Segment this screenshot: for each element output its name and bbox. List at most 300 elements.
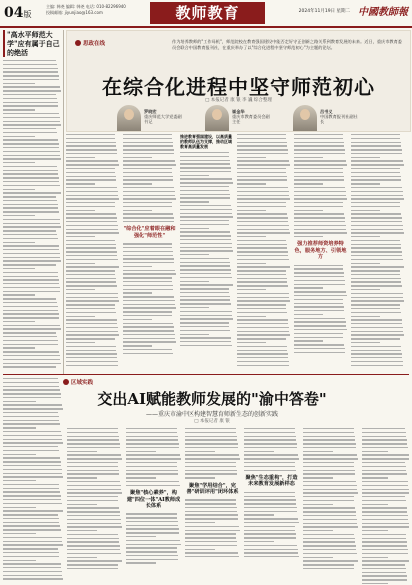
- text-line: [126, 540, 180, 541]
- text-line: [3, 136, 35, 137]
- feature-tag: 思政在线: [75, 39, 105, 47]
- text-line: [180, 262, 230, 263]
- text-line: [180, 220, 229, 221]
- text-line: [351, 323, 402, 324]
- text-line: [237, 213, 287, 214]
- text-line: [185, 432, 236, 433]
- text-line: [66, 134, 115, 135]
- text-line: [244, 556, 299, 557]
- text-line: [351, 255, 402, 256]
- page-number: 04版: [4, 5, 32, 21]
- text-line: [294, 276, 344, 277]
- text-line: [303, 534, 354, 535]
- text-line: [3, 260, 61, 261]
- text-line: [185, 458, 240, 459]
- text-line: [66, 331, 118, 332]
- text-line: [123, 296, 174, 297]
- text-line: [362, 523, 409, 524]
- text-line: [244, 552, 298, 553]
- text-line: [294, 303, 343, 304]
- text-line: [244, 436, 296, 437]
- text-line: [3, 571, 62, 572]
- text-line: [237, 247, 287, 248]
- text-line: [362, 519, 408, 520]
- text-line: [294, 225, 346, 226]
- text-line: [294, 183, 323, 184]
- text-line: [66, 263, 95, 264]
- text-line: [303, 447, 356, 448]
- text-line: [244, 533, 296, 534]
- text-line: [66, 278, 116, 279]
- text-line: [237, 289, 266, 290]
- text-line: [126, 428, 177, 429]
- text-line: [67, 458, 122, 459]
- text-line: [237, 361, 289, 362]
- text-line: [123, 187, 174, 188]
- text-line: [123, 160, 175, 161]
- text-line: [180, 311, 232, 312]
- article-subhead: 强力推荐师资培养特色，服务地方、引领地方: [294, 241, 347, 261]
- text-line: [3, 469, 62, 470]
- text-line: [180, 167, 231, 168]
- text-line: [66, 138, 115, 139]
- text-line: [67, 534, 118, 535]
- text-line: [3, 121, 60, 122]
- text-line: [67, 489, 121, 490]
- text-line: [3, 420, 59, 421]
- text-line: [362, 564, 405, 565]
- text-line: [123, 277, 172, 278]
- text-line: [126, 439, 178, 440]
- text-line: [185, 518, 238, 519]
- text-line: [3, 294, 35, 295]
- text-line: [185, 439, 237, 440]
- text-line: [3, 249, 59, 250]
- text-line: [294, 142, 344, 143]
- text-line: [362, 526, 409, 527]
- text-line: [123, 164, 176, 165]
- person-name: 吕书义: [320, 109, 333, 114]
- text-line: [351, 274, 400, 275]
- text-line: [237, 157, 266, 158]
- text-line: [3, 181, 59, 182]
- text-line: [237, 176, 287, 177]
- text-line: [180, 228, 209, 229]
- text-line: [244, 537, 296, 538]
- text-line: [67, 454, 121, 455]
- person-caption: [232, 109, 272, 124]
- text-line: [185, 552, 238, 553]
- text-line: [351, 225, 403, 226]
- text-line: [3, 211, 59, 212]
- text-line: [294, 195, 346, 196]
- text-line: [67, 523, 121, 524]
- text-line: [126, 485, 180, 486]
- text-line: [244, 499, 296, 500]
- text-line: [3, 510, 63, 511]
- text-line: [362, 447, 408, 448]
- text-line: [180, 197, 230, 198]
- text-line: [67, 439, 119, 440]
- text-line: [244, 470, 296, 471]
- text-line: [3, 177, 59, 178]
- text-line: [180, 326, 229, 327]
- text-line: [3, 317, 59, 318]
- text-line: [67, 481, 120, 482]
- text-line: [3, 257, 60, 258]
- text-line: [303, 462, 354, 463]
- text-line: [180, 247, 232, 248]
- text-line: [294, 333, 343, 334]
- text-line: [237, 353, 288, 354]
- text-line: [351, 142, 401, 143]
- text-line: [180, 175, 209, 176]
- text-line: [237, 210, 266, 211]
- text-line: [3, 457, 60, 458]
- text-line: [3, 105, 58, 106]
- text-line: [362, 473, 407, 474]
- text-line: [351, 361, 403, 362]
- text-line: [123, 323, 173, 324]
- text-line: [180, 250, 233, 251]
- text-line: [3, 226, 61, 227]
- text-line: [3, 245, 59, 246]
- bottom-subhead: 聚焦"核心素养"，构建"四位一体"AI教师成长体系: [126, 490, 181, 509]
- portrait-photo: [117, 105, 141, 131]
- text-line: [66, 172, 115, 173]
- text-line: [294, 321, 346, 322]
- text-line: [66, 285, 117, 286]
- text-line: [294, 198, 347, 199]
- text-line: [351, 179, 401, 180]
- text-line: [237, 259, 289, 260]
- text-line: [3, 60, 56, 61]
- text-line: [3, 556, 59, 557]
- text-line: [185, 514, 238, 515]
- text-line: [351, 168, 400, 169]
- text-line: [126, 562, 156, 563]
- column-text: [294, 265, 347, 353]
- text-line: [66, 361, 118, 362]
- text-line: [3, 344, 58, 345]
- text-line: [3, 397, 61, 398]
- text-line: [180, 258, 229, 259]
- meta-line: 主编: 韩尧 编辑: 韩尧 电话: 010-82296940: [46, 4, 126, 9]
- text-line: [126, 462, 177, 463]
- text-line: [237, 304, 286, 305]
- text-line: [67, 477, 97, 478]
- text-line: [294, 149, 345, 150]
- text-line: [123, 315, 172, 316]
- text-line: [3, 332, 56, 333]
- text-line: [351, 191, 403, 192]
- text-line: [66, 160, 118, 161]
- text-line: [362, 549, 408, 550]
- text-line: [3, 132, 57, 133]
- text-line: [244, 432, 295, 433]
- text-line: [185, 511, 237, 512]
- text-line: [351, 350, 401, 351]
- text-line: [237, 240, 286, 241]
- text-line: [3, 416, 59, 417]
- text-line: [180, 239, 231, 240]
- text-line: [3, 537, 62, 538]
- text-line: [3, 480, 36, 481]
- text-line: [351, 176, 401, 177]
- text-line: [67, 526, 122, 527]
- text-line: [67, 564, 118, 565]
- bold-paragraph: 推进教育强国建设，以高质量的教师队伍为支撑，推动区域教育高质量发展: [180, 134, 232, 149]
- text-line: [362, 492, 409, 493]
- text-line: [185, 541, 237, 542]
- text-line: [66, 312, 116, 313]
- body-column: [180, 134, 233, 349]
- text-line: [244, 507, 297, 508]
- text-line: [237, 300, 290, 301]
- text-line: [180, 235, 231, 236]
- text-line: [244, 518, 298, 519]
- text-line: [294, 295, 347, 296]
- text-line: [3, 147, 59, 148]
- text-line: [123, 341, 176, 342]
- text-line: [362, 458, 409, 459]
- text-line: [351, 334, 404, 335]
- text-line: [3, 71, 58, 72]
- text-line: [180, 163, 230, 164]
- person-title: 中国教育报刊社副社长: [320, 114, 358, 124]
- text-line: [303, 557, 333, 558]
- text-line: [294, 337, 343, 338]
- text-line: [351, 289, 380, 290]
- text-line: [244, 514, 274, 515]
- bottom-body-column: [362, 428, 409, 585]
- text-line: [185, 530, 240, 531]
- text-line: [123, 195, 175, 196]
- text-line: [3, 363, 61, 364]
- text-line: [67, 443, 120, 444]
- text-line: [123, 285, 173, 286]
- text-line: [180, 341, 231, 342]
- text-line: [67, 519, 121, 520]
- text-line: [185, 549, 215, 550]
- text-line: [180, 178, 232, 179]
- text-line: [294, 344, 344, 345]
- text-line: [66, 297, 118, 298]
- text-line: [237, 221, 288, 222]
- text-line: [66, 221, 117, 222]
- column-divider: [63, 30, 64, 375]
- text-line: [3, 548, 58, 549]
- text-line: [67, 568, 118, 569]
- text-line: [237, 142, 287, 143]
- text-line: [237, 346, 287, 347]
- text-line: [237, 342, 266, 343]
- text-line: [303, 530, 333, 531]
- text-line: [303, 511, 356, 512]
- text-line: [351, 297, 403, 298]
- text-line: [3, 412, 58, 413]
- column-text: [185, 499, 240, 557]
- text-line: [123, 338, 175, 339]
- body-column: [66, 134, 119, 368]
- text-line: [237, 263, 266, 264]
- text-line: [126, 532, 179, 533]
- text-line: [294, 202, 343, 203]
- text-line: [237, 179, 287, 180]
- text-line: [3, 139, 58, 140]
- text-line: [66, 323, 117, 324]
- text-line: [303, 515, 356, 516]
- text-line: [185, 556, 239, 557]
- text-line: [3, 98, 57, 99]
- text-line: [3, 117, 60, 118]
- text-line: [3, 552, 59, 553]
- text-line: [66, 338, 115, 339]
- text-line: [180, 254, 209, 255]
- text-line: [180, 330, 230, 331]
- text-line: [294, 329, 347, 330]
- text-line: [3, 563, 61, 564]
- text-line: [362, 496, 405, 497]
- text-line: [180, 318, 233, 319]
- text-line: [3, 113, 59, 114]
- text-line: [66, 213, 116, 214]
- text-line: [303, 541, 355, 542]
- text-line: [237, 225, 289, 226]
- text-line: [351, 319, 402, 320]
- text-line: [3, 86, 60, 87]
- text-line: [3, 192, 61, 193]
- text-line: [3, 473, 62, 474]
- text-line: [66, 266, 119, 267]
- text-line: [67, 462, 118, 463]
- text-line: [237, 281, 287, 282]
- bottom-tag: 区域实践: [63, 378, 93, 386]
- text-line: [303, 432, 354, 433]
- text-line: [3, 170, 58, 171]
- text-line: [294, 325, 346, 326]
- text-line: [351, 236, 380, 237]
- text-line: [237, 327, 289, 328]
- text-line: [180, 160, 230, 161]
- text-line: [3, 162, 35, 163]
- text-line: [123, 198, 176, 199]
- text-line: [3, 533, 36, 534]
- text-line: [303, 492, 358, 493]
- text-line: [294, 352, 345, 353]
- text-line: [362, 477, 388, 478]
- text-line: [3, 544, 63, 545]
- text-line: [351, 232, 404, 233]
- text-line: [351, 300, 404, 301]
- column-text: [294, 134, 347, 237]
- text-line: [303, 564, 354, 565]
- text-line: [126, 513, 177, 514]
- text-line: [303, 496, 354, 497]
- text-line: [3, 446, 58, 447]
- text-line: [123, 213, 173, 214]
- text-line: [67, 496, 118, 497]
- text-line: [66, 255, 117, 256]
- text-line: [244, 443, 297, 444]
- text-line: [237, 229, 289, 230]
- text-line: [123, 176, 173, 177]
- text-line: [66, 342, 95, 343]
- text-line: [66, 350, 116, 351]
- text-line: [244, 541, 274, 542]
- text-line: [185, 447, 238, 448]
- section-title: 教师教育: [150, 2, 265, 24]
- text-line: [67, 436, 119, 437]
- text-line: [351, 183, 380, 184]
- text-line: [3, 155, 60, 156]
- text-line: [3, 389, 60, 390]
- text-line: [185, 503, 236, 504]
- text-line: [294, 291, 346, 292]
- text-line: [3, 151, 60, 152]
- text-line: [66, 236, 95, 237]
- text-line: [180, 284, 233, 285]
- text-line: [237, 187, 288, 188]
- text-line: [180, 265, 230, 266]
- text-line: [3, 488, 59, 489]
- text-line: [362, 489, 409, 490]
- text-line: [362, 436, 406, 437]
- text-line: [123, 221, 174, 222]
- text-line: [123, 353, 173, 354]
- text-line: [66, 202, 115, 203]
- text-line: [3, 302, 57, 303]
- text-line: [3, 90, 61, 91]
- text-line: [3, 465, 61, 466]
- bottom-byline: □ 本报记者 康 银: [194, 419, 230, 424]
- person-caption: [144, 109, 184, 124]
- text-line: [244, 428, 295, 429]
- text-line: [123, 243, 172, 244]
- text-line: [303, 507, 355, 508]
- text-line: [3, 450, 59, 451]
- column-text: [126, 513, 181, 564]
- text-line: [351, 342, 380, 343]
- text-line: [3, 431, 61, 432]
- text-line: [351, 357, 402, 358]
- text-line: [244, 496, 295, 497]
- text-line: [66, 308, 115, 309]
- text-line: [3, 75, 59, 76]
- text-line: [294, 187, 345, 188]
- text-line: [303, 526, 358, 527]
- text-line: [66, 274, 115, 275]
- text-line: [180, 299, 230, 300]
- text-line: [67, 549, 120, 550]
- text-line: [237, 172, 286, 173]
- text-line: [303, 439, 355, 440]
- text-line: [3, 359, 60, 360]
- page-header: [0, 0, 412, 28]
- text-line: [362, 560, 409, 561]
- text-line: [180, 334, 209, 335]
- text-line: [294, 287, 323, 288]
- text-line: [126, 551, 177, 552]
- text-line: [126, 536, 156, 537]
- text-line: [66, 240, 115, 241]
- text-line: [126, 466, 177, 467]
- text-line: [351, 270, 400, 271]
- text-line: [66, 334, 119, 335]
- text-line: [126, 454, 180, 455]
- text-line: [66, 247, 116, 248]
- text-line: [294, 206, 343, 207]
